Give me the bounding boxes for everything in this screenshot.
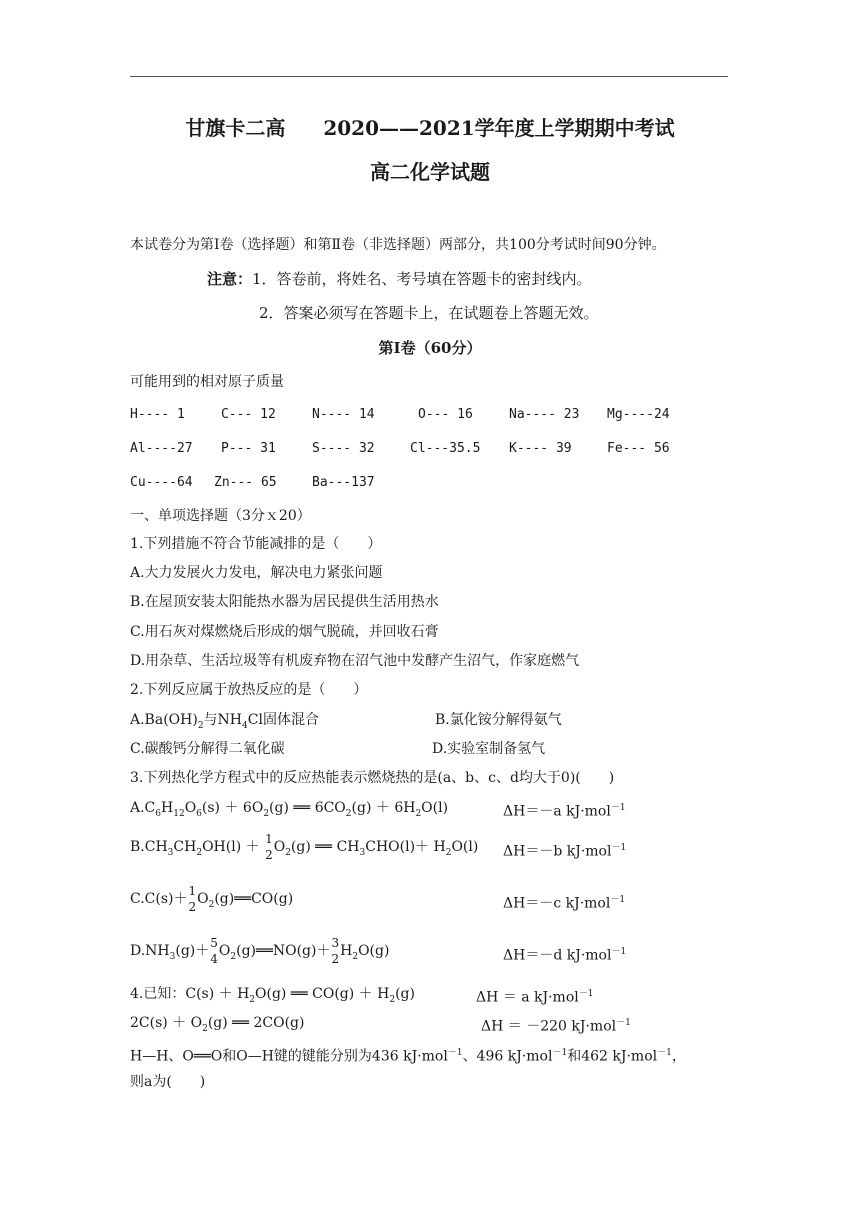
mass-mg: Mg----24 — [607, 407, 670, 422]
q3-option-d-equation: $D.NH_3(g)+$ 5 4 $O_2(g)══NO(g)+$ 3 2 $H_2O(g)$ — [130, 936, 390, 966]
exam-name: 2020——2021学年度上学期期中考试 — [323, 116, 675, 140]
q2-option-a: $A.Ba(OH)_2$与$NH_4Cl$固体混合 — [130, 712, 319, 731]
q3-option-b-dh: ΔH＝－b kJ·mol$^{-1}$ — [503, 843, 627, 860]
q2-option-b: B.氯化铵分解得氨气 — [435, 712, 562, 728]
q1-option-c: C.用石灰对煤燃烧后形成的烟气脱硫，并回收石膏 — [130, 624, 439, 640]
mass-c: C--- 12 — [221, 407, 276, 422]
q2-option-c: C.碳酸钙分解得二氧化碳 — [130, 741, 285, 757]
q4-line2-equation: $2C(s) + O_2(g)$ ══ 2CO(g) — [130, 1015, 305, 1034]
section1-title: 一、单项选择题（3分ｘ20） — [130, 508, 311, 524]
q3-option-a-dh: ΔH＝－a kJ·mol$^{-1}$ — [503, 803, 626, 820]
mass-p: P--- 31 — [221, 441, 276, 456]
q4-line1-dh: ΔH ＝ a kJ·mol$^{-1}$ — [476, 989, 594, 1006]
q4-line4: 则a为( ) — [130, 1074, 206, 1090]
mass-fe: Fe--- 56 — [607, 441, 670, 456]
q4-line3: H—H、O══O和O—H键的键能分别为436 kJ·mol$^{-1}$、496 kJ·mol$^{-1}$和462 kJ·mol$^{-1}$， — [130, 1048, 686, 1065]
notice-item-1: 1．答卷前，将姓名、考号填在答题卡的密封线内。 — [252, 270, 592, 288]
exam-title — [0, 115, 860, 141]
mass-s: S---- 32 — [312, 441, 375, 456]
school-name: 甘旗卡二高 — [185, 116, 286, 140]
q3-option-a-equation: $A.C_6H_{12}O_6(s) + 6O_2(g)$ ══ $6CO_2(g) + 6H_2O(l)$ — [130, 800, 449, 819]
part1-title: 第Ⅰ卷（60分） — [378, 339, 482, 357]
mass-cl: Cl---35.5 — [410, 441, 481, 456]
q1-stem: 1.下列措施不符合节能减排的是（ ） — [130, 536, 382, 552]
intro-text: 本试卷分为第Ⅰ卷（选择题）和第Ⅱ卷（非选择题）两部分，共100分考试时间90分钟。 — [130, 237, 666, 253]
notice-label: 注意： — [207, 270, 253, 288]
notice-1 — [207, 270, 592, 288]
q3-option-c-equation: C.C(s)＋ 1 2 $O_2(g)══CO(g)$ — [130, 884, 294, 914]
q1-option-d: D.用杂草、生活垃圾等有机废弃物在沼气池中发酵产生沼气，作家庭燃气 — [130, 653, 580, 669]
mass-ba: Ba---137 — [312, 475, 375, 490]
header-rule — [130, 76, 728, 77]
mass-n: N---- 14 — [312, 407, 375, 422]
subject-title: 高二化学试题 — [370, 160, 490, 184]
q3-stem: 3.下列热化学方程式中的反应热能表示燃烧热的是(a、b、c、d均大于0)( ) — [130, 770, 615, 786]
q3-option-b-equation: $B.CH_3CH_2OH(l)$ ＋ 1 2 $O_2(g)$ ══ $CH_3CHO(l)+ H_2O(l)$ — [130, 832, 479, 862]
mass-h: H---- 1 — [130, 407, 185, 422]
q3-option-d-dh: ΔH＝－d kJ·mol$^{-1}$ — [503, 947, 627, 964]
mass-o: O--- 16 — [418, 407, 473, 422]
q3-option-c-dh: ΔH＝－c kJ·mol$^{-1}$ — [503, 895, 626, 912]
atomic-mass-title: 可能用到的相对原子质量 — [130, 374, 284, 390]
mass-na: Na---- 23 — [509, 407, 580, 422]
q1-option-a: A.大力发展火力发电，解决电力紧张问题 — [130, 565, 383, 581]
mass-zn: Zn--- 65 — [214, 475, 277, 490]
q4-line1-equation: 4.已知：$C(s) + H_2O(g)$ ══ $CO(g) + H_2(g)$ — [130, 986, 415, 1005]
q4-line2-dh: ΔH ＝ －220 kJ·mol$^{-1}$ — [481, 1018, 631, 1035]
q1-option-b: B.在屋顶安装太阳能热水器为居民提供生活用热水 — [130, 594, 439, 610]
notice-item-2: 2．答案必须写在答题卡上，在试题卷上答题无效。 — [259, 304, 599, 322]
mass-cu: Cu----64 — [130, 475, 193, 490]
q2-stem: 2.下列反应属于放热反应的是（ ） — [130, 682, 368, 698]
q2-option-d: D.实验室制备氢气 — [432, 741, 546, 757]
mass-k: K---- 39 — [509, 441, 572, 456]
mass-al: Al----27 — [130, 441, 193, 456]
